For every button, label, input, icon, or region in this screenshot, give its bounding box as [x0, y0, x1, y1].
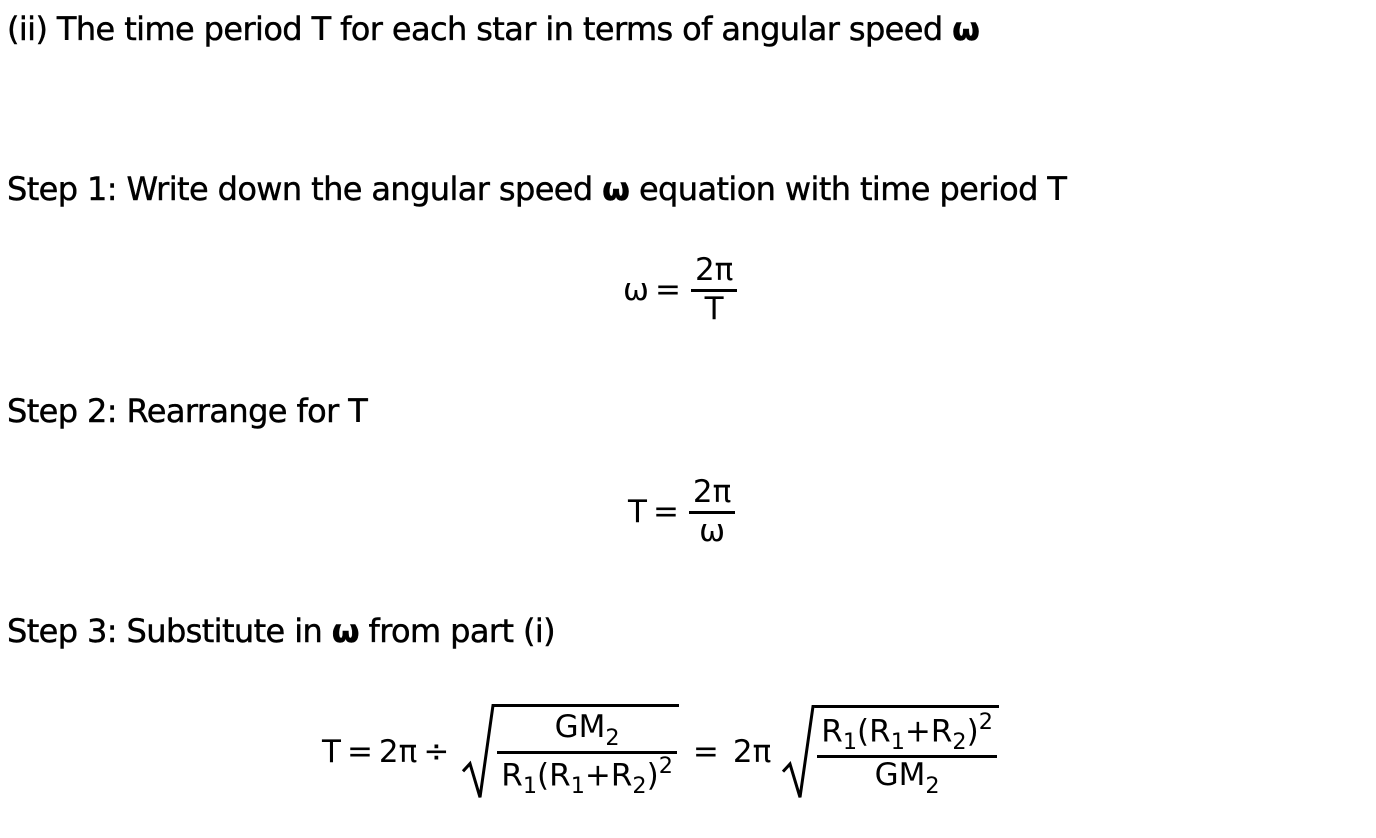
eq3-equals: = [346, 734, 373, 771]
eq1-equals: = [654, 272, 681, 309]
omega-symbol: ω [331, 612, 359, 650]
eq2-fraction [689, 475, 735, 549]
eq1-fraction [691, 253, 737, 327]
eq1-numerator: 2π [694, 252, 734, 288]
step-1-label-prefix: Step 1: Write down the angular speed [7, 170, 603, 208]
step-2-label: Step 2: Rearrange for T [7, 392, 368, 430]
root2-denominator: $GM_2$ [874, 757, 940, 800]
omega-symbol: ω [952, 10, 980, 48]
eq3-factor: 2π [378, 734, 418, 771]
equation-period-rearranged [628, 475, 739, 549]
eq3-lhs: T [322, 734, 341, 771]
square-root-1 [461, 704, 679, 800]
eq2-lhs: T [628, 494, 647, 531]
root1-fraction [497, 710, 677, 800]
eq2-equals: = [652, 494, 679, 531]
eq1-denominator: T [704, 290, 724, 327]
root1-denominator: $R_1(R_1+R_2)^2$ [501, 753, 673, 800]
step-3-label-suffix: from part (i) [358, 612, 556, 650]
root2-numerator: $R_1(R_1+R_2)^2$ [821, 708, 993, 755]
eq2-numerator: 2π [692, 474, 732, 510]
radicand-2 [815, 705, 999, 800]
radicand-1 [495, 704, 679, 800]
square-root-2 [781, 705, 999, 800]
eq2-denominator: ω [699, 512, 726, 549]
step-2-heading [7, 392, 367, 430]
step-3-label-prefix: Step 3: Substitute in [7, 612, 332, 650]
part-heading-text: (ii) The time period T for each star in terms of angular speed [7, 10, 953, 48]
eq1-lhs: ω [623, 272, 649, 309]
radical-sign-icon [781, 705, 815, 800]
divide-sign: ÷ [423, 734, 450, 771]
omega-symbol: ω [602, 170, 630, 208]
root1-numerator: $GM_2$ [554, 709, 620, 751]
equation-omega-definition [623, 253, 741, 327]
equation-period-substituted [322, 704, 999, 800]
eq3-equals-2: = [692, 734, 719, 771]
step-1-heading [7, 170, 1066, 208]
root2-fraction [817, 710, 997, 800]
eq3-factor-2: 2π [732, 734, 772, 771]
step-1-label-suffix: equation with time period T [629, 170, 1067, 208]
part-heading [7, 10, 979, 48]
radical-sign-icon [461, 704, 495, 800]
step-3-heading [7, 612, 555, 650]
